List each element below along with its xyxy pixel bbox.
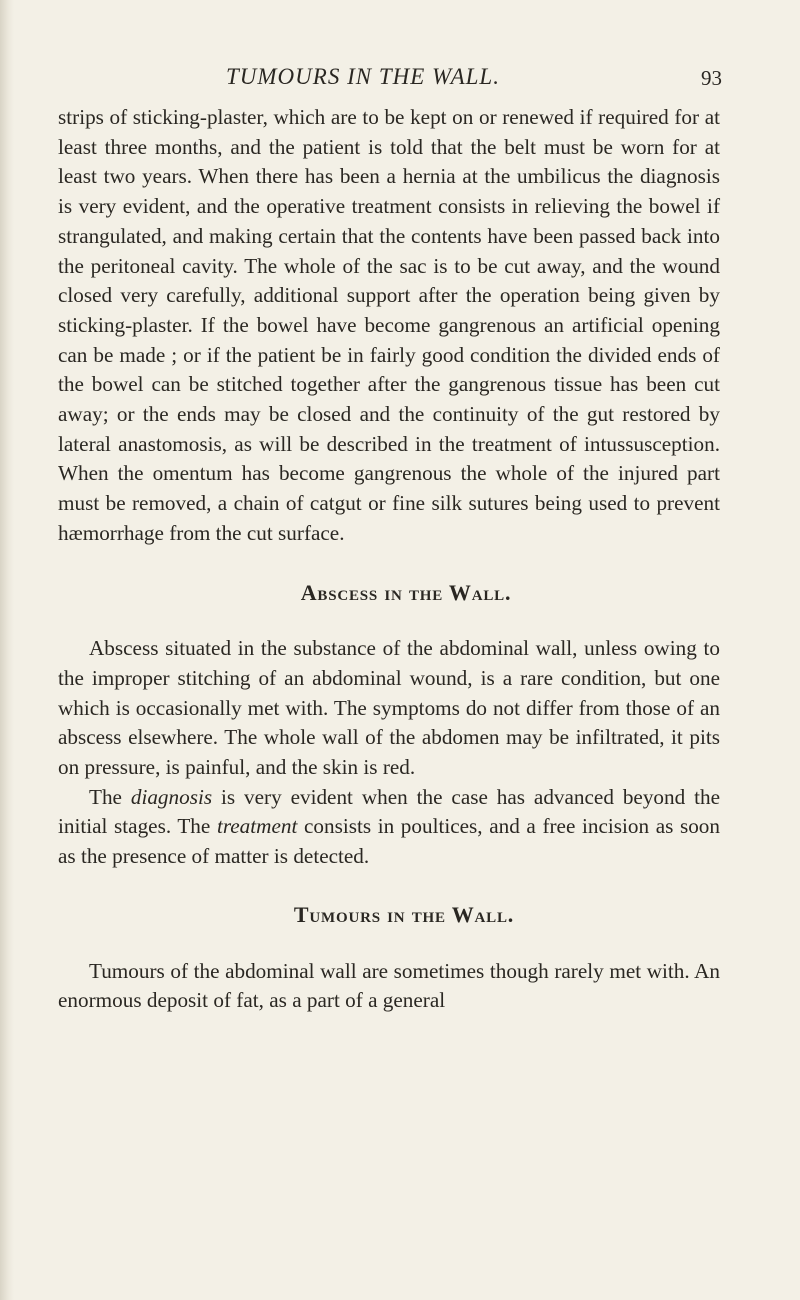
treatment-emphasis: treatment	[216, 814, 298, 839]
tumours-paragraph-1: Tumours of the abdominal wall are sometimes though rarely met with. An enormous deposit of fat, as a part of a general	[58, 958, 720, 1013]
diagnosis-emphasis: diagnosis	[130, 784, 213, 809]
page-number: 93	[701, 66, 722, 90]
running-header	[58, 54, 720, 88]
book-page	[58, 54, 720, 1016]
tumours-section-heading: Tumours in the Wall.	[293, 901, 515, 927]
page-edge-shadow	[0, 0, 14, 1300]
running-title: TUMOURS IN THE WALL.	[226, 64, 500, 89]
abscess-section-heading: Abscess in the Wall.	[300, 579, 512, 605]
page-body	[58, 103, 720, 1016]
abscess-paragraph-1: Abscess situated in the substance of the abdominal wall, unless owing to the improper stitching of an abdominal wound, is a rare condition, but one which is occasionally met with. The symptoms do not differ from those of an abscess elsewhere. The whole wall of the abdomen may be infiltrated, it pits on pressure, is painful, and the skin is red.	[58, 636, 720, 780]
opening-paragraph: strips of sticking-plaster, which are to be kept on or renewed if required for at least three months, and the patient is told that the belt must be worn for at least two years. When there has been a hernia at the umbilicus the diagnosis is very evident, and the operative treatment consists in relieving the bowel if strangulated, and making certain that the contents have been passed back into the peritoneal cavity. The whole of the sac is to be cut away, and the wound closed very carefully, additional support after the operation being given by sticking-plaster. If the bowel have become gangrenous an artificial opening can be made ; or if the patient be in fairly good condition the divided ends of the bowel can be stitched together after the gangrenous tissue has been cut away; or the ends may be closed and the continuity of the gut restored by lateral anastomosis, as will be described in the treatment of intussusception. When the omentum has become gangrenous the whole of the injured part must be removed, a chain of catgut or fine silk sutures being used to prevent hæmorrhage from the cut surface.	[58, 105, 720, 545]
abscess-paragraph-2-part-3: consists in poultices, and a free incision as soon as the presence of matter is detected.	[58, 814, 720, 869]
abscess-paragraph-2	[58, 783, 720, 872]
abscess-paragraph-2-part-2: is very evident when the case has advanced beyond the initial stages. The	[58, 784, 720, 839]
abscess-paragraph-2-part-1: The	[89, 784, 131, 809]
